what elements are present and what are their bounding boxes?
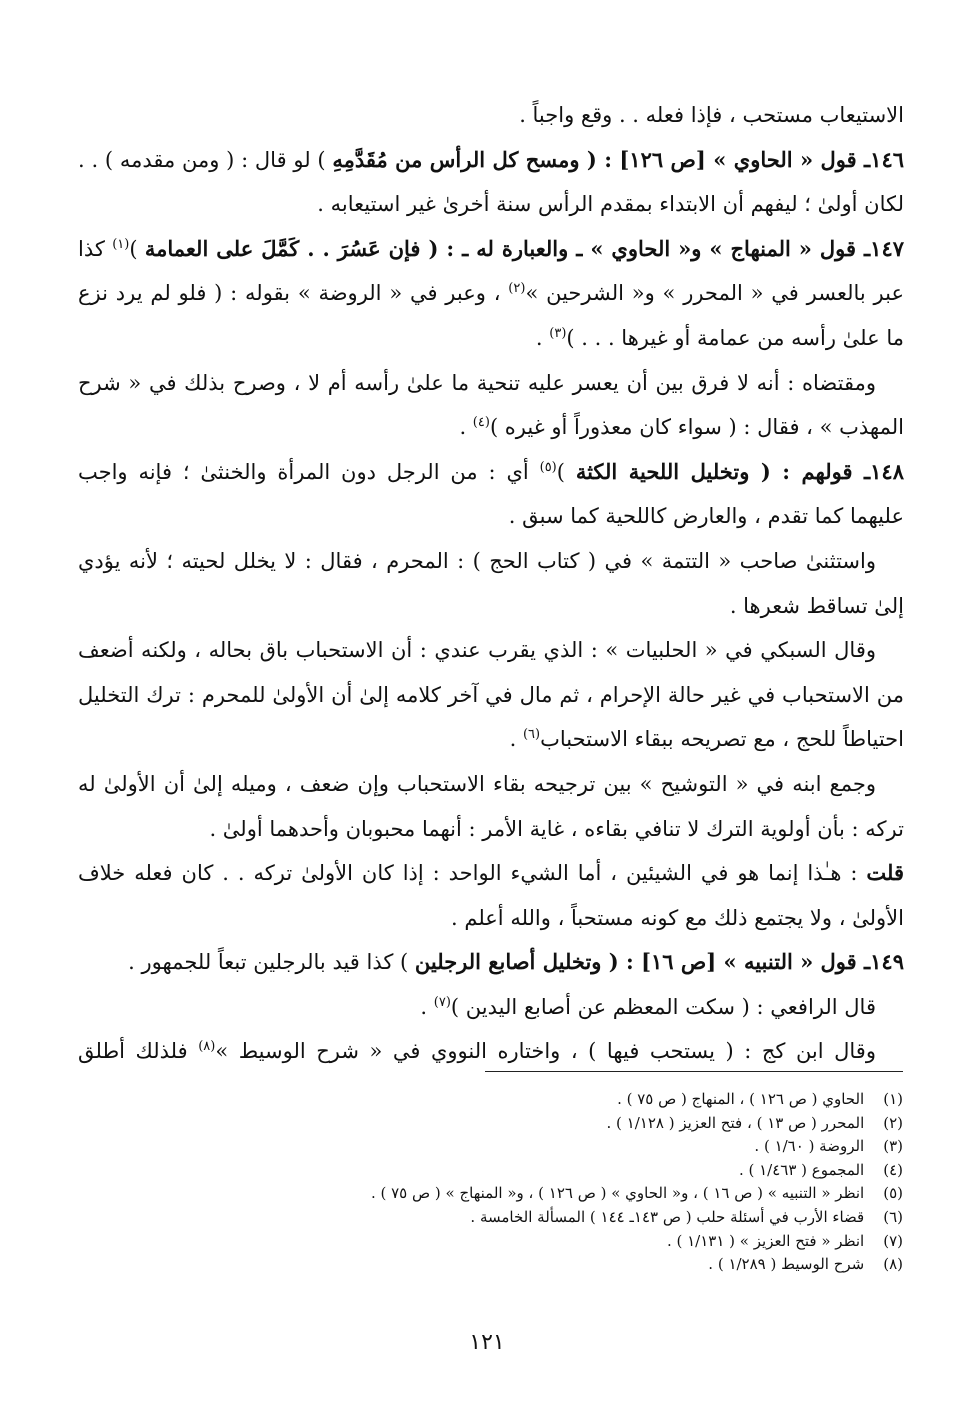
text-run: ١٤٨ـ قولهم : ( [749, 458, 904, 484]
footnote-ref: (٢) [508, 281, 526, 297]
text-run: . [509, 727, 523, 752]
text-run: واستثنىٰ صاحب « التتمة » في ( كتاب الحج ) : المحرم ، فقال : لا يخلل لحيته ؛ لأنه يؤدي [78, 548, 876, 573]
text-run: المهذب » ، فقال : ( سواء كان معذوراً أو غيره ) [489, 415, 904, 440]
text-run: تركه : بأن أولوية الترك لا تنافي بقاءه ، غاية الأمر : أنهما محبوبان وأحدهما أولىٰ . [209, 816, 904, 841]
text-line [78, 271, 904, 316]
text-line [78, 494, 904, 539]
footnote [240, 1230, 903, 1254]
text-line [78, 628, 904, 673]
footnote [240, 1182, 903, 1206]
text-line [78, 182, 904, 227]
text-run: أي : من الرجل دون المرأة والخنثىٰ ؛ فإنه واجب [78, 459, 540, 484]
text-line [78, 539, 904, 584]
text-run: قلت [866, 860, 904, 886]
text-run: وقال ابن كج : ( يستحب فيها ) ، واختاره النووي في « شرح الوسيط » [215, 1039, 876, 1064]
footnote-number: (٧) [883, 1231, 903, 1250]
footnote-ref: (٦) [522, 727, 541, 743]
text-run: ومسح كل الرأس من مُقَدَّمِهِ [332, 146, 580, 172]
text-run: ) [129, 236, 145, 261]
footnote [240, 1088, 903, 1112]
text-line [78, 93, 904, 138]
text-line [78, 896, 904, 941]
footnote-number: (٤) [883, 1160, 903, 1179]
footnote-number: (٦) [883, 1207, 903, 1226]
text-line [78, 405, 904, 450]
text-run: وتخليل اللحية الكثة [575, 458, 750, 484]
text-run: ) لو قال : ( ومن مقدمه ) . . [78, 147, 333, 172]
footnote-text: انظر « التنبيه » ( ص ١٦ ) ، و« الحاوي » ( ص ١٢٦ ) ، و« المنهاج » ( ص ٧٥ ) . [370, 1184, 869, 1203]
footnote-number: (٥) [883, 1184, 903, 1203]
text-run: : هـٰذا إنما هو في الشيئين ، أما الشيء الواحد : إذا كان الأولىٰ تركه . . كان فعله خلاف [78, 861, 867, 886]
text-run: ، وعبر في « الروضة » بقوله : ( فلو لم يرد نزع [78, 281, 509, 306]
footnote-ref: (٥) [539, 459, 557, 475]
footnote-text: المجموع ( ١/٤٦٣ ) . [738, 1160, 869, 1179]
footnote [240, 1135, 903, 1159]
text-run: ما علىٰ رأسه من عمامة أو غيرها . . . ) [566, 325, 904, 350]
text-line [78, 316, 904, 361]
text-line [78, 361, 904, 406]
text-run: وتخليل أصابع الرجلين [414, 949, 602, 975]
text-line [78, 450, 904, 495]
text-line [78, 717, 904, 762]
text-run: ١٤٦ـ قول « الحاوي » [ص ١٢٦] : ( [579, 146, 904, 172]
text-line [78, 138, 904, 183]
text-run: كذا [78, 236, 113, 261]
footnote [240, 1112, 903, 1136]
text-run: عبر بالعسر في « المحرر » و« الشرحين » [525, 281, 904, 306]
footnote-separator [485, 1071, 903, 1072]
footnote-text: انظر « فتح العزيز » ( ١/١٣١ ) . [666, 1231, 869, 1250]
footnote-text: شرح الوسيط ( ١/٢٨٩ ) . [708, 1255, 869, 1274]
text-run: ) [556, 459, 576, 484]
footnote-number: (٢) [883, 1113, 903, 1132]
main-text [78, 93, 904, 1074]
text-line [78, 673, 904, 718]
text-run: ومقتضاه : أنه لا فرق بين أن يعسر عليه تنحية ما علىٰ رأسه أم لا ، وصرح بذلك في « شرح [78, 370, 876, 395]
footnote-number: (١) [883, 1090, 903, 1108]
text-run: . [420, 994, 434, 1019]
text-run: ١٤٩ـ قول « التنبيه » [ص ١٦] : ( [601, 949, 904, 975]
text-run: وجمع ابنه في « التوشيح » بين ترجيحه بقاء الاستحباب وإن ضعف ، وميله إلىٰ أن الأولىٰ له [78, 771, 876, 796]
text-run: وقال السبكي في « الحلبيات » : الذي يقرب عندي : أن الاستحباب باق بحاله ، ولكنه أضعف [78, 638, 876, 663]
text-run: عليهما كما تقدم ، والعارض كاللحية كما سبق . [508, 504, 904, 529]
footnote-text: الروضة ( ١/٦٠ ) . [754, 1137, 869, 1156]
text-line [78, 584, 904, 629]
footnote-ref: (١) [112, 236, 130, 252]
text-run: الاستيعاب مستحب ، فإذا فعله . . وقع واجباً . [519, 103, 904, 127]
text-run: من الاستحباب في غير حالة الإحرام ، ثم مال في آخر كلامه إلىٰ أن الأولىٰ للمحرم : ترك التخليل [78, 682, 904, 707]
text-run: إلىٰ تساقط شعرها . [729, 593, 904, 618]
text-run: احتياطاً للحج ، مع تصريحه ببقاء الاستحباب [540, 727, 904, 752]
footnote-ref: (٤) [472, 415, 490, 431]
footnote-number: (٣) [883, 1137, 903, 1156]
footnote [240, 1206, 903, 1230]
footnote-number: (٨) [883, 1255, 903, 1274]
footnote-ref: (٣) [549, 325, 567, 341]
text-run: . [459, 415, 473, 440]
text-line [78, 227, 904, 272]
text-run: لكان أولىٰ ؛ ليفهم أن الابتداء بمقدم الرأس سنة أخرىٰ غير استيعابه . [317, 192, 904, 217]
text-line [78, 1029, 904, 1074]
text-run: فإن عَسُرَ . . كَمَّلَ على العمامة [144, 235, 421, 261]
footnote-text: المحرر ( ص ١٣ ) ، فتح العزيز ( ١/١٢٨ ) . [606, 1113, 869, 1132]
footnotes [240, 1088, 903, 1277]
text-run: . [535, 325, 550, 350]
text-run: ١٤٧ـ قول « المنهاج » و« الحاوي » ـ والعبارة له ـ : ( [420, 235, 904, 261]
text-line [78, 762, 904, 807]
text-line [78, 807, 904, 852]
footnote [240, 1159, 903, 1183]
text-line [78, 851, 904, 896]
footnote-text: قضاء الأرب في أسئلة حلب ( ص ١٤٣ـ ١٤٤ ) المسألة الخامسة . [470, 1207, 869, 1226]
footnote-ref: (٧) [433, 994, 451, 1010]
text-line [78, 985, 904, 1030]
footnote-text: الحاوي ( ص ١٢٦ ) ، المنهاج ( ص ٧٥ ) . [617, 1090, 869, 1108]
text-run: قال الرافعي : ( سكت المعظم عن أصابع اليدين ) [450, 994, 876, 1019]
page-number: ١٢١ [469, 1330, 505, 1355]
text-run: الأولىٰ ، ولا يجتمع ذلك مع كونه مستحباً ، والله أعلم . [451, 905, 904, 930]
footnote [240, 1253, 903, 1277]
footnote-ref: (٨) [198, 1039, 216, 1055]
text-line [78, 940, 904, 985]
text-run: ) كذا قيد بالرجلين تبعاً للجمهور . [128, 950, 415, 975]
text-run: فلذلك أطلق [78, 1039, 199, 1064]
